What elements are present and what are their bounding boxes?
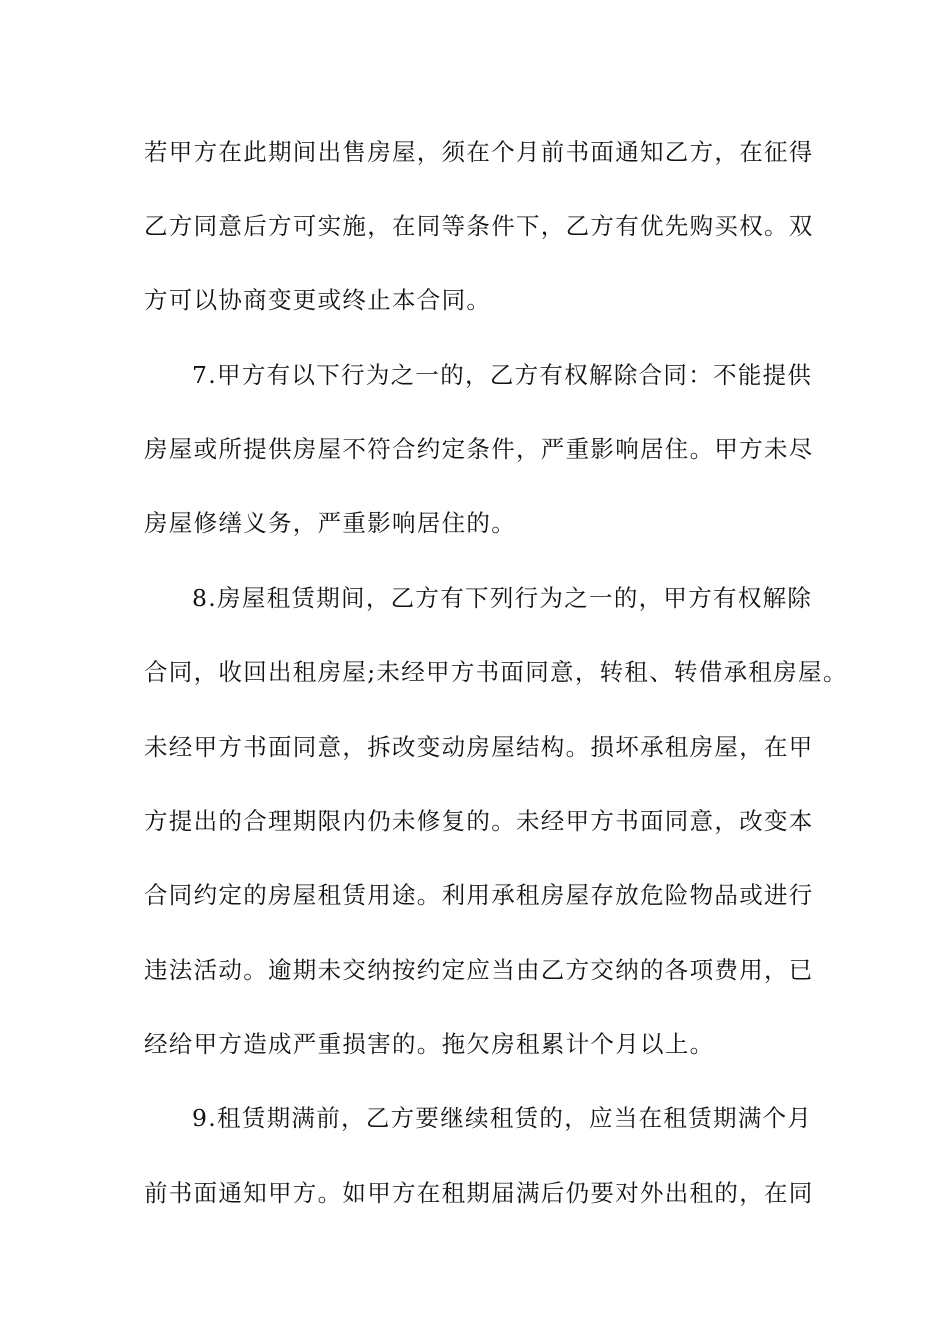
text-line-13: 经给甲方造成严重损害的。拖欠房租累计个月以上。 [144, 1030, 715, 1058]
text-line-2: 乙方同意后方可实施，在同等条件下，乙方有优先购买权。双 [144, 212, 814, 240]
text-line-9: 未经甲方书面同意，拆改变动房屋结构。损坏承租房屋，在甲 [144, 733, 814, 761]
text-line-12: 违法活动。逾期未交纳按约定应当由乙方交纳的各项费用，已 [144, 956, 814, 984]
text-line-10: 方提出的合理期限内仍未修复的。未经甲方书面同意，改变本 [144, 807, 814, 835]
text-line-8: 合同，收回出租房屋;未经甲方书面同意，转租、转借承租房屋。 [144, 658, 848, 686]
clause-8-start: 8.房屋租赁期间，乙方有下列行为之一的，甲方有权解除 [192, 584, 813, 612]
text-line-5: 房屋或所提供房屋不符合约定条件，严重影响居住。甲方未尽 [144, 435, 814, 463]
clause-9-start: 9.租赁期满前，乙方要继续租赁的，应当在租赁期满个月 [192, 1104, 813, 1132]
text-line-15: 前书面通知甲方。如甲方在租期届满后仍要对外出租的，在同 [144, 1179, 814, 1207]
text-line-11: 合同约定的房屋租赁用途。利用承租房屋存放危险物品或进行 [144, 881, 814, 909]
text-line-6: 房屋修缮义务，严重影响居住的。 [144, 509, 516, 537]
text-line-1: 若甲方在此期间出售房屋，须在个月前书面通知乙方，在征得 [144, 138, 814, 166]
text-line-3: 方可以协商变更或终止本合同。 [144, 286, 492, 314]
clause-7-start: 7.甲方有以下行为之一的，乙方有权解除合同：不能提供 [192, 361, 813, 389]
